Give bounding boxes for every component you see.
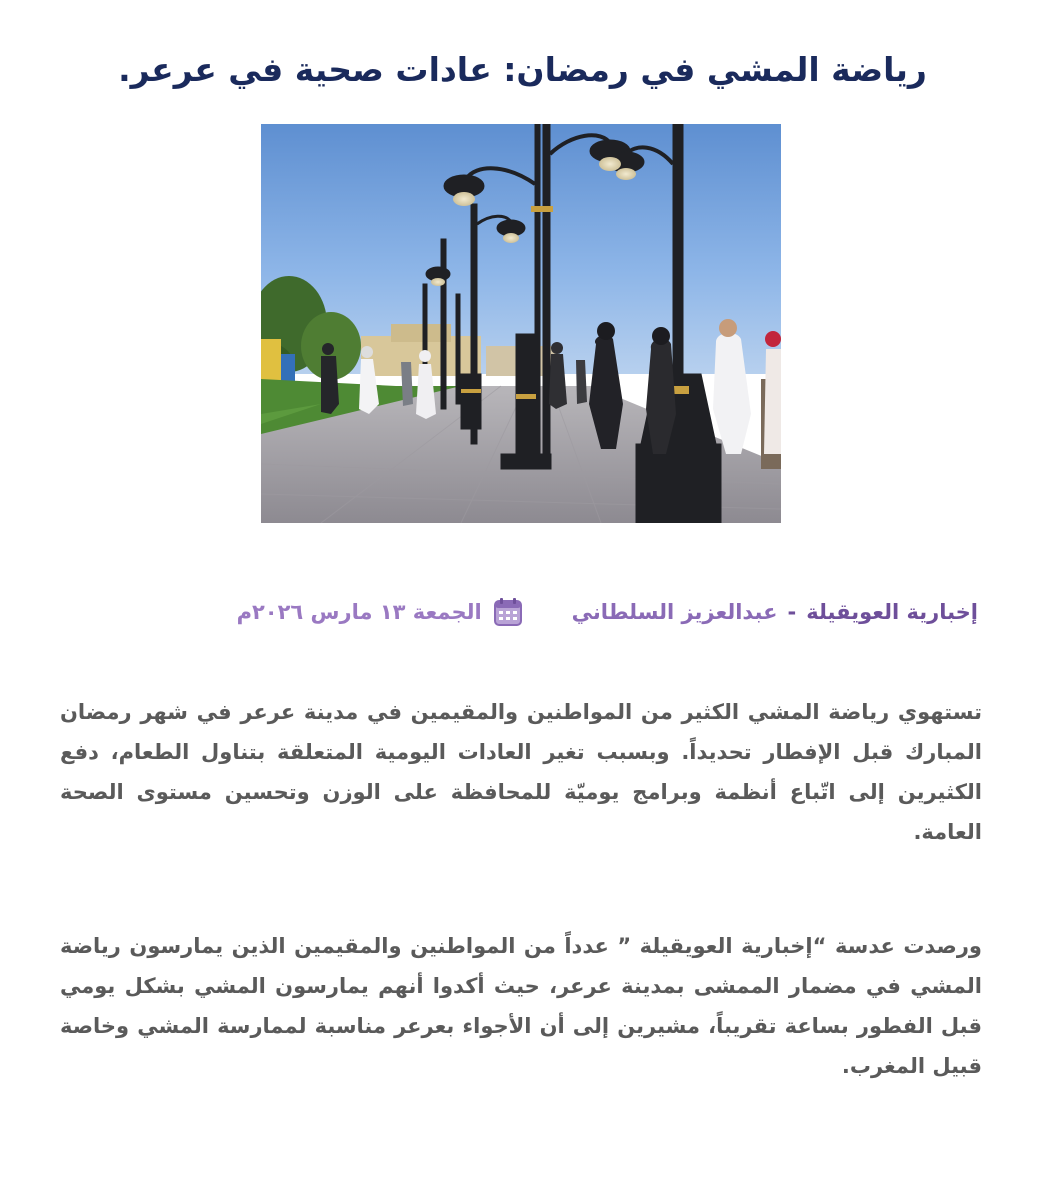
calendar-icon [492,596,524,628]
author-name[interactable]: عبدالعزيز السلطاني [571,600,778,624]
news-source-link[interactable]: إخبارية العويقيلة [806,600,978,624]
publish-date [237,596,524,628]
article-title: رياضة المشي في رمضان: عادات صحية في عرعر. [118,50,927,89]
article-photo [261,124,781,523]
meta-separator: - [787,600,797,624]
article-paragraph: تستهوي رياضة المشي الكثير من المواطنين والمقيمين في مدينة عرعر في شهر رمضان المبارك قبل الإفطار تحديداً. وبسبب تغير العادات اليومية المتعلقة بتناول الطعام، دفع الكثيرين إلى اتّباع أنظمة وبرامج يوميّة للمحافظة على الوزن وتحسين مستوى الصحة العامة. [60,700,982,844]
article-paragraph: ورصدت عدسة “إخبارية العويقيلة ” عدداً من المواطنين والمقيمين الذين يمارسون رياضة المشي في مضمار الممشى بمدينة عرعر، حيث أكدوا أنهم يمارسون المشي بشكل يومي قبل الفطور بساعة تقريباً، مشيرين إلى أن الأجواء بعرعر مناسبة لممارسة المشي وخاصة قبيل المغرب. [60,934,982,1078]
article-meta [60,590,978,634]
publish-date-text: الجمعة ١٣ مارس ٢٠٢٦م [236,600,482,624]
